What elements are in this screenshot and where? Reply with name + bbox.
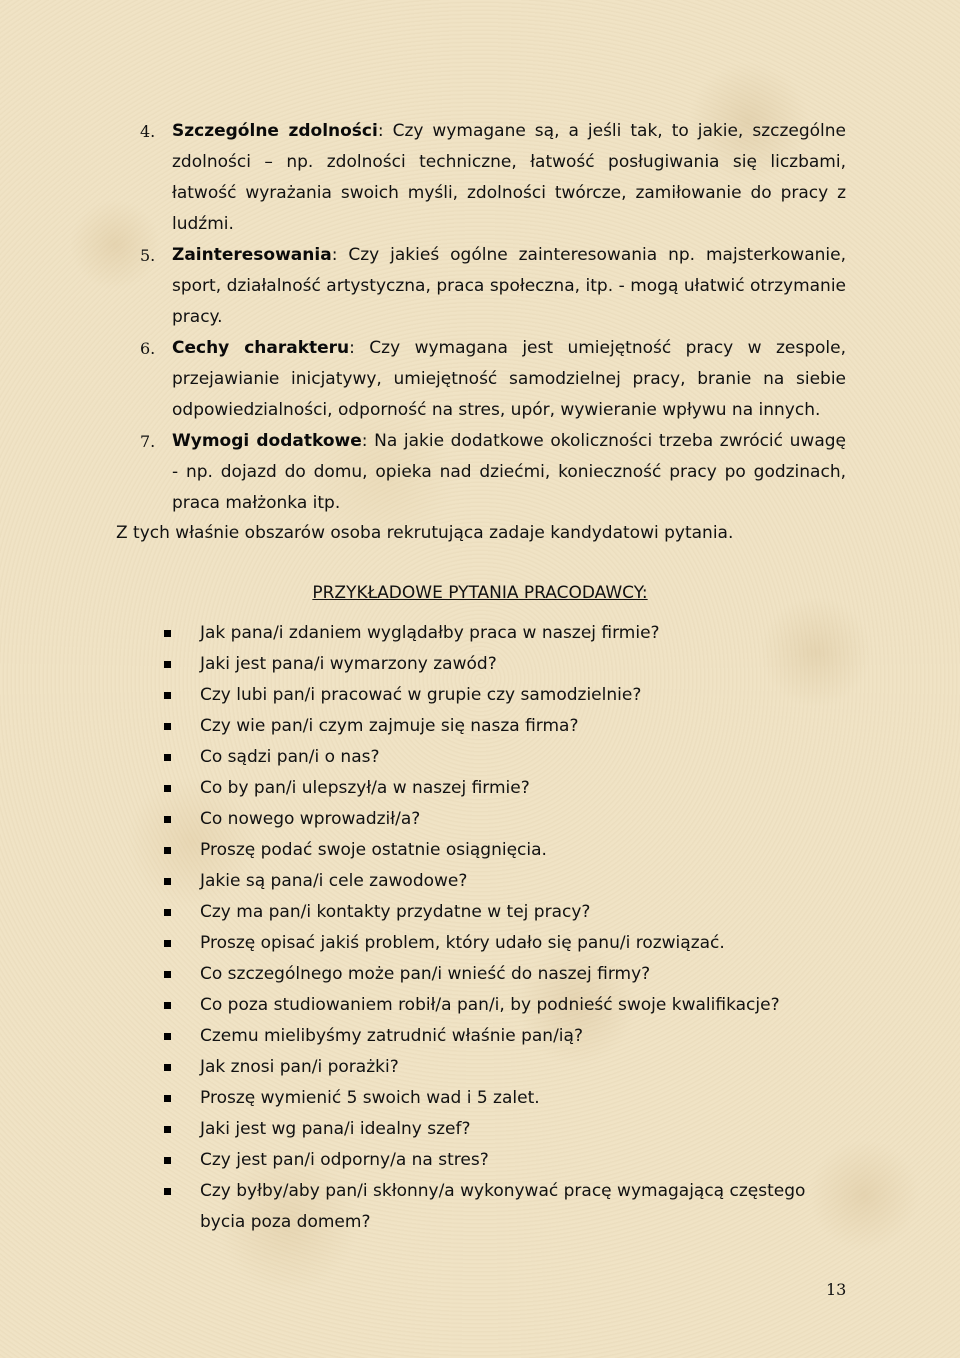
question-text: Czy wie pan/i czym zajmuje się nasza firma? xyxy=(200,716,579,736)
list-item xyxy=(140,426,846,519)
list-item xyxy=(164,1176,844,1238)
item-number: 7. xyxy=(140,432,156,451)
list-item xyxy=(164,711,844,742)
item-text: : Czy wymagane są, a jeśli tak, to jakie, szczególne zdolności – np. zdolności techniczne, łatwość posługiwania się liczbami, łatwość wyrażania swoich myśli, zdolności twórcze, zamiłowanie do pracy z ludźmi. xyxy=(172,121,846,234)
question-text: Co by pan/i ulepszył/a w naszej firmie? xyxy=(200,778,530,798)
question-text: Co poza studiowaniem robił/a pan/i, by podnieść swoje kwalifikacje? xyxy=(200,995,780,1015)
list-item xyxy=(164,928,844,959)
question-text: Czy lubi pan/i pracować w grupie czy samodzielnie? xyxy=(200,685,642,705)
list-item xyxy=(164,1052,844,1083)
question-text: Proszę podać swoje ostatnie osiągnięcia. xyxy=(200,840,547,860)
list-item xyxy=(164,1114,844,1145)
question-text: Proszę opisać jakiś problem, który udało się panu/i rozwiązać. xyxy=(200,933,725,953)
question-text: Co szczególnego może pan/i wnieść do naszej firmy? xyxy=(200,964,651,984)
question-text: Czy byłby/aby pan/i skłonny/a wykonywać pracę wymagającą częstego bycia poza domem? xyxy=(200,1181,806,1232)
question-text: Co nowego wprowadził/a? xyxy=(200,809,421,829)
list-item xyxy=(164,773,844,804)
square-bullet-icon xyxy=(164,1095,171,1102)
list-item xyxy=(164,866,844,897)
list-item xyxy=(164,649,844,680)
question-text: Jaki jest wg pana/i idealny szef? xyxy=(200,1119,471,1139)
question-text: Czy jest pan/i odporny/a na stres? xyxy=(200,1150,489,1170)
square-bullet-icon xyxy=(164,754,171,761)
summary-paragraph: Z tych właśnie obszarów osoba rekrutująca zadaje kandydatowi pytania. xyxy=(116,523,734,543)
square-bullet-icon xyxy=(164,1002,171,1009)
list-item xyxy=(164,959,844,990)
square-bullet-icon xyxy=(164,940,171,947)
square-bullet-icon xyxy=(164,1188,171,1195)
square-bullet-icon xyxy=(164,630,171,637)
item-heading: Szczególne zdolności xyxy=(172,121,378,141)
list-item xyxy=(164,804,844,835)
question-text: Proszę wymienić 5 swoich wad i 5 zalet. xyxy=(200,1088,540,1108)
item-number: 5. xyxy=(140,246,156,265)
list-item xyxy=(164,742,844,773)
square-bullet-icon xyxy=(164,971,171,978)
square-bullet-icon xyxy=(164,1126,171,1133)
list-item xyxy=(164,835,844,866)
item-heading: Zainteresowania xyxy=(172,245,332,265)
question-text: Czemu mielibyśmy zatrudnić właśnie pan/ią? xyxy=(200,1026,583,1046)
item-text: : Czy wymagana jest umiejętność pracy w zespole, przejawianie inicjatywy, umiejętność samodzielnej pracy, branie na siebie odpowiedzialności, odporność na stres, upór, wywieranie wpływu na innych. xyxy=(172,338,846,420)
question-text: Jakie są pana/i cele zawodowe? xyxy=(200,871,468,891)
item-number: 4. xyxy=(140,122,156,141)
list-item xyxy=(140,116,846,240)
requirements-list xyxy=(140,116,846,519)
list-item xyxy=(164,1083,844,1114)
item-text: : Na jakie dodatkowe okoliczności trzeba zwrócić uwagę - np. dojazd do domu, opieka nad dziećmi, konieczność pracy po godzinach, praca małżonka itp. xyxy=(172,431,846,513)
item-heading: Cechy charakteru xyxy=(172,338,350,358)
question-text: Co sądzi pan/i o nas? xyxy=(200,747,380,767)
square-bullet-icon xyxy=(164,1033,171,1040)
question-text: Jaki jest pana/i wymarzony zawód? xyxy=(200,654,497,674)
section-title: PRZYKŁADOWE PYTANIA PRACODAWCY: xyxy=(312,583,648,603)
square-bullet-icon xyxy=(164,785,171,792)
square-bullet-icon xyxy=(164,909,171,916)
list-item xyxy=(164,1021,844,1052)
list-item xyxy=(164,618,844,649)
square-bullet-icon xyxy=(164,692,171,699)
item-number: 6. xyxy=(140,339,156,358)
list-item xyxy=(140,240,846,333)
square-bullet-icon xyxy=(164,878,171,885)
square-bullet-icon xyxy=(164,661,171,668)
square-bullet-icon xyxy=(164,847,171,854)
square-bullet-icon xyxy=(164,816,171,823)
square-bullet-icon xyxy=(164,723,171,730)
question-text: Czy ma pan/i kontakty przydatne w tej pracy? xyxy=(200,902,591,922)
square-bullet-icon xyxy=(164,1157,171,1164)
item-text: : Czy jakieś ogólne zainteresowania np. majsterkowanie, sport, działalność artystyczna, praca społeczna, itp. - mogą ułatwić otrzymanie pracy. xyxy=(172,245,846,327)
list-item xyxy=(140,333,846,426)
list-item xyxy=(164,1145,844,1176)
list-item xyxy=(164,680,844,711)
page-number: 13 xyxy=(826,1280,847,1299)
square-bullet-icon xyxy=(164,1064,171,1071)
item-heading: Wymogi dodatkowe xyxy=(172,431,362,451)
question-text: Jak znosi pan/i porażki? xyxy=(200,1057,399,1077)
question-text: Jak pana/i zdaniem wyglądałby praca w naszej firmie? xyxy=(200,623,660,643)
list-item xyxy=(164,990,844,1021)
questions-list xyxy=(164,618,844,1238)
list-item xyxy=(164,897,844,928)
